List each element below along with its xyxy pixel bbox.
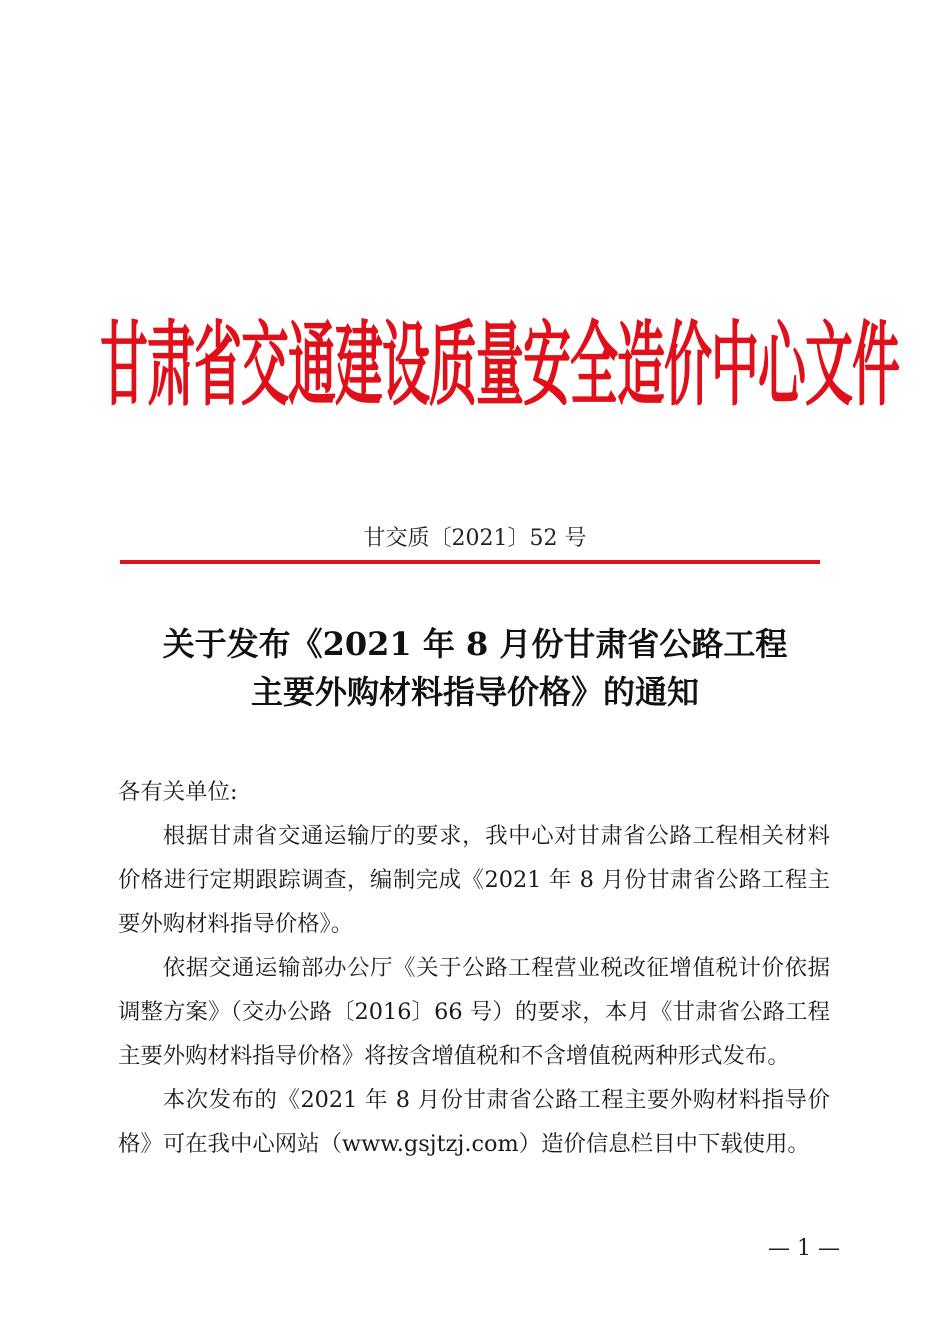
notice-body: [118, 770, 830, 1166]
notice-title-line-1: 关于发布《2021 年 8 月份甘肃省公路工程: [162, 625, 788, 663]
body-paragraph: 根据甘肃省交通运输厅的要求，我中心对甘肃省公路工程相关材料价格进行定期跟踪调查，编制完成《2021 年 8 月份甘肃省公路工程主要外购材料指导价格》。: [118, 823, 830, 937]
body-paragraph: 依据交通运输部办公厅《关于公路工程营业税改征增值税计价依据调整方案》（交办公路〔2016〕66 号）的要求，本月《甘肃省公路工程主要外购材料指导价格》将按含增值税和不含增值税两种形式发布。: [118, 955, 830, 1069]
body-paragraph: 本次发布的《2021 年 8 月份甘肃省公路工程主要外购材料指导价格》可在我中心网站（www.gsjtzj.com）造价信息栏目中下载使用。: [118, 1087, 830, 1157]
red-separator-rule: [120, 560, 820, 564]
notice-title: [60, 620, 890, 716]
page-number: — 1 —: [768, 1236, 840, 1261]
notice-title-line-2: 主要外购材料指导价格》的通知: [250, 673, 699, 711]
document-number: 甘交质〔2021〕52 号: [363, 526, 587, 551]
issuing-authority-title: 甘肃省交通建设质量安全造价中心文件: [100, 312, 900, 420]
salutation: 各有关单位:: [118, 779, 238, 805]
